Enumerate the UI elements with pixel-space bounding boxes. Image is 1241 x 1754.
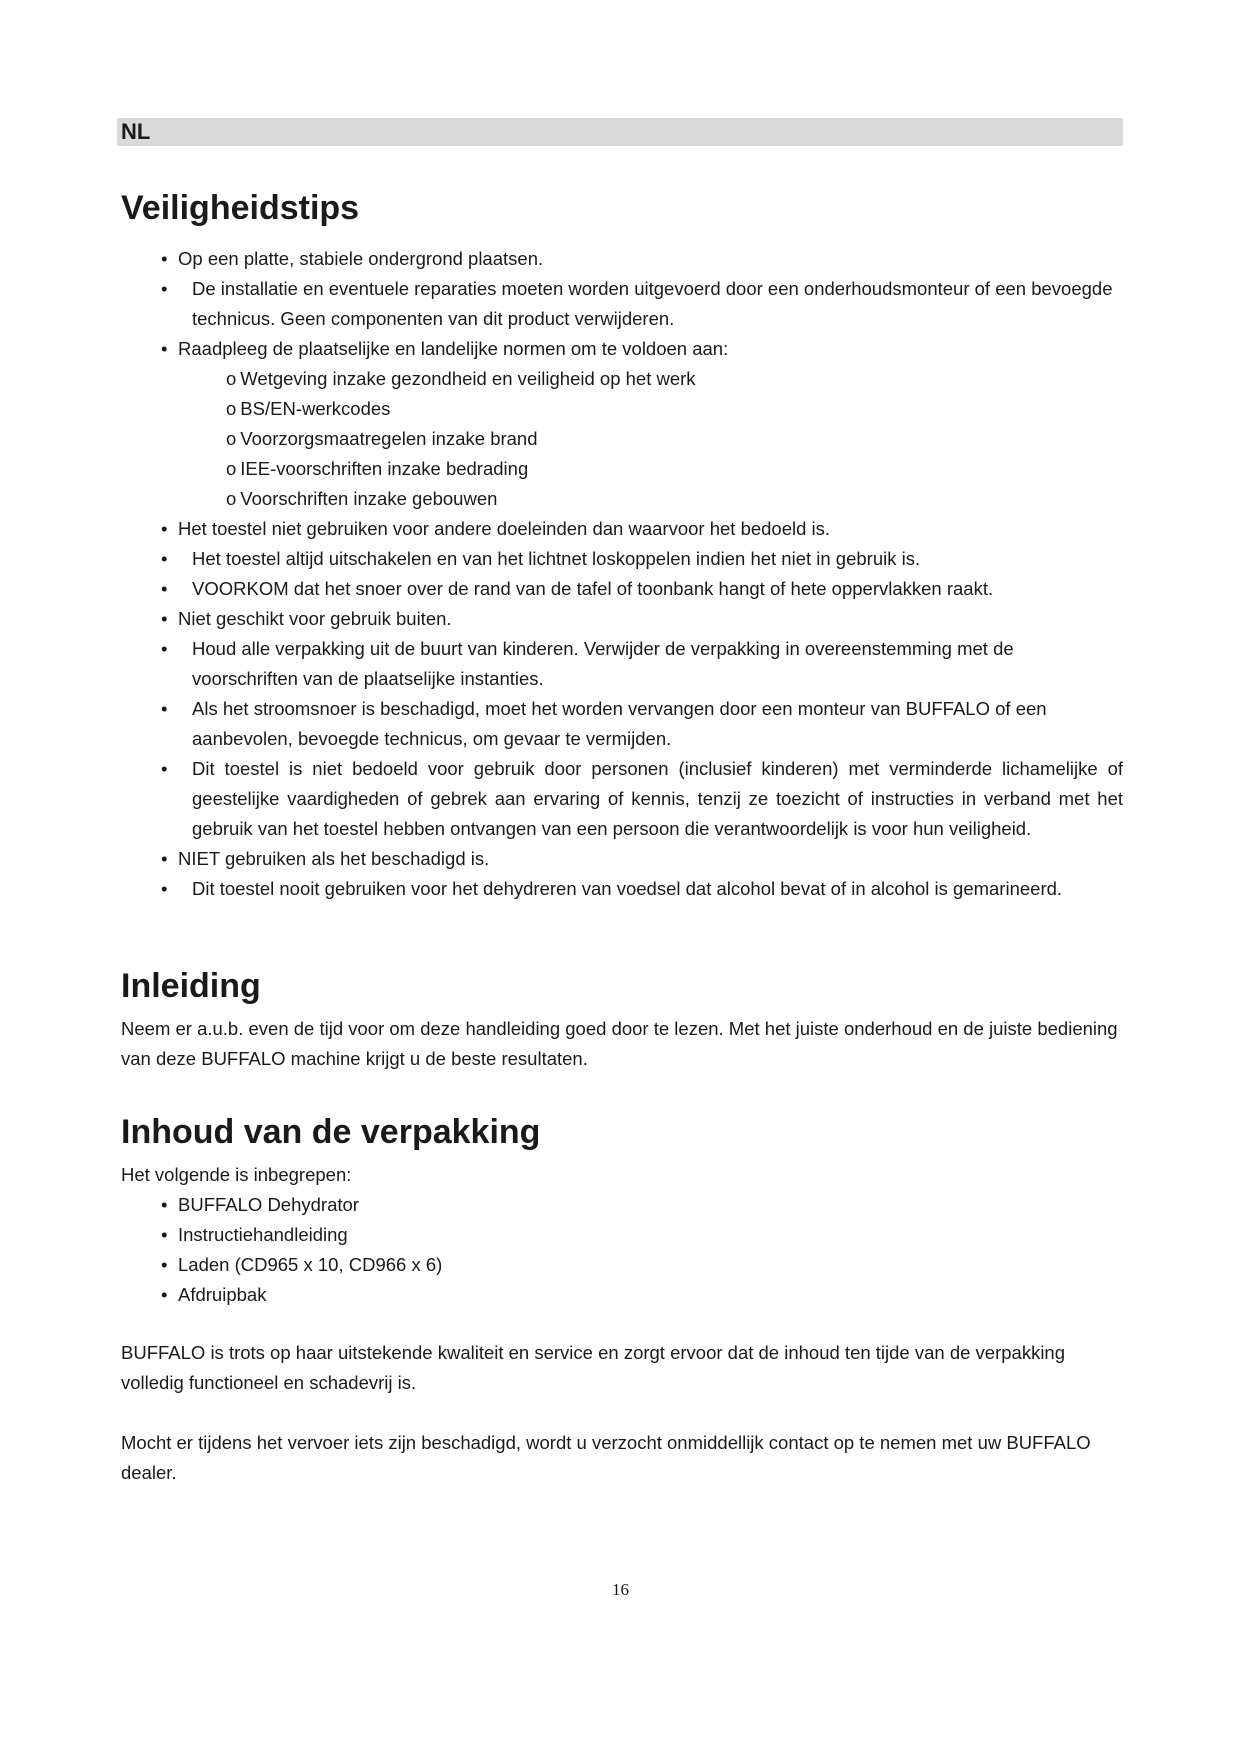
safety-item: • Houd alle verpakking uit de buurt van kinderen. Verwijder de verpakking in overeenstemming met de voorschriften van de plaatselijke instanties. — [121, 634, 1123, 694]
safety-subitem — [226, 394, 1123, 424]
sub-marker: o — [226, 458, 237, 479]
safety-item: • NIET gebruiken als het beschadigd is. — [121, 844, 1123, 874]
safety-subitem-text: BS/EN-werkcodes — [240, 398, 391, 419]
quality-paragraph: BUFFALO is trots op haar uitstekende kwaliteit en service en zorgt ervoor dat de inhoud ten tijde van de verpakking volledig functioneel en schadevrij is. — [121, 1342, 1066, 1393]
intro-heading: Inleiding — [121, 967, 261, 1005]
safety-subitem — [226, 454, 1123, 484]
safety-item: • Dit toestel nooit gebruiken voor het dehydreren van voedsel dat alcohol bevat of in alcohol is gemarineerd. — [121, 874, 1123, 904]
safety-item: • Het toestel altijd uitschakelen en van het lichtnet loskoppelen indien het niet in gebruik is. — [121, 544, 1123, 574]
safety-subitem-text: Voorschriften inzake gebouwen — [240, 488, 498, 509]
safety-subitem — [226, 484, 1123, 514]
contents-item: • Laden (CD965 x 10, CD966 x 6) — [121, 1250, 1123, 1280]
safety-sublist-wrapper — [121, 364, 1123, 514]
contents-item: • BUFFALO Dehydrator — [121, 1190, 1123, 1220]
safety-item: • Als het stroomsnoer is beschadigd, moet het worden vervangen door een monteur van BUFFALO of een aanbevolen, bevoegde technicus, om gevaar te vermijden. — [121, 694, 1123, 754]
safety-subitem-text: Voorzorgsmaatregelen inzake brand — [240, 428, 538, 449]
sub-marker: o — [226, 398, 237, 419]
safety-sublist — [121, 364, 1123, 514]
page-number: 16 — [612, 1580, 629, 1599]
sub-marker: o — [226, 368, 237, 389]
contents-item: • Afdruipbak — [121, 1280, 1123, 1310]
language-header-bar — [117, 118, 1123, 146]
sub-marker: o — [226, 428, 237, 449]
contents-item: • Instructiehandleiding — [121, 1220, 1123, 1250]
language-code: NL — [121, 119, 151, 144]
contents-heading: Inhoud van de verpakking — [121, 1113, 541, 1151]
contents-lead: Het volgende is inbegrepen: — [121, 1164, 352, 1185]
safety-item-text: • Raadpleeg de plaatselijke en landelijke normen om te voldoen aan: — [178, 338, 729, 359]
safety-item: • Niet geschikt voor gebruik buiten. — [121, 604, 1123, 634]
sub-marker: o — [226, 488, 237, 509]
safety-subitem-text: IEE-voorschriften inzake bedrading — [240, 458, 529, 479]
page-content — [121, 180, 1123, 1488]
damage-paragraph: Mocht er tijdens het vervoer iets zijn beschadigd, wordt u verzocht onmiddellijk contact op te nemen met uw BUFFALO dealer. — [121, 1432, 1091, 1483]
safety-item: • VOORKOM dat het snoer over de rand van de tafel of toonbank hangt of hete oppervlakken raakt. — [121, 574, 1123, 604]
safety-subitem — [226, 424, 1123, 454]
safety-item: • De installatie en eventuele reparaties moeten worden uitgevoerd door een onderhoudsmonteur of een bevoegde technicus. Geen componenten van dit product verwijderen. — [121, 274, 1123, 334]
contents-list — [121, 1190, 1123, 1310]
safety-item: • Op een platte, stabiele ondergrond plaatsen. — [121, 244, 1123, 274]
safety-item — [121, 334, 1123, 364]
safety-heading: Veiligheidstips — [121, 189, 360, 227]
intro-paragraph: Neem er a.u.b. even de tijd voor om deze handleiding goed door te lezen. Met het juiste onderhoud en de juiste bediening van deze BUFFALO machine krijgt u de beste resultaten. — [121, 1018, 1118, 1069]
safety-item: • Dit toestel is niet bedoeld voor gebruik door personen (inclusief kinderen) met verminderde lichamelijke of geestelijke vaardigheden of gebrek aan ervaring of kennis, tenzij ze toezicht of instructies in verband met het gebruik van het toestel hebben ontvangen van een persoon die verantwoordelijk is voor hun veiligheid. — [121, 754, 1123, 844]
safety-item: • Het toestel niet gebruiken voor andere doeleinden dan waarvoor het bedoeld is. — [121, 514, 1123, 544]
safety-subitem-text: Wetgeving inzake gezondheid en veiligheid op het werk — [240, 368, 696, 389]
safety-list — [121, 244, 1123, 904]
safety-subitem — [226, 364, 1123, 394]
